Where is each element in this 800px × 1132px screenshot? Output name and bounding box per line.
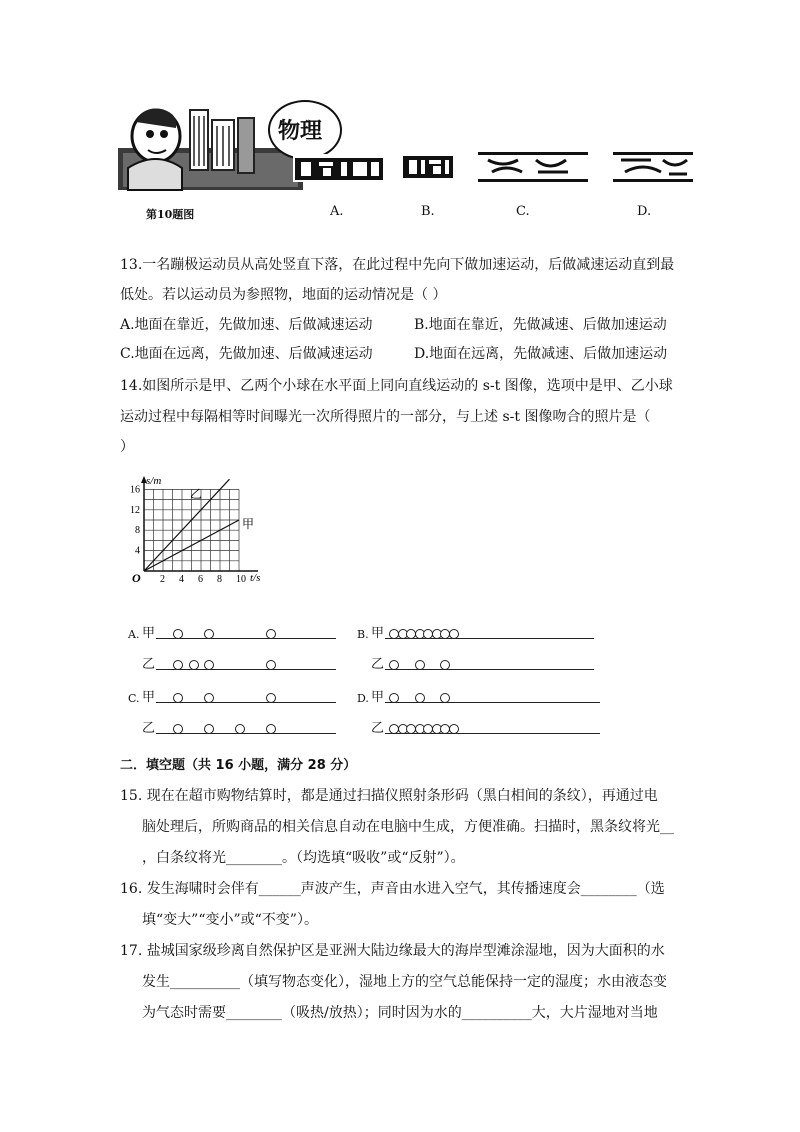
origin-label: O	[132, 571, 141, 585]
photo-option-a-jia-track	[156, 638, 336, 639]
photo-option-a-jia-ball	[204, 629, 214, 639]
series-label-yi: 乙	[190, 487, 203, 501]
q15-line-3: ，白条纹将光________。（均选填“吸收”或“反射”）。	[142, 850, 465, 866]
q17-line-1: 17. 盐城国家级珍离自然保护区是亚洲大陆边缘最大的海岸型滩涂湿地，因为大面积的水	[120, 943, 665, 959]
photo-option-c-yi-ball	[266, 724, 276, 734]
q14-line-2: 运动过程中每隔相等时间曝光一次所得照片的一部分，与上述 s-t 图像吻合的照片是（	[120, 409, 651, 425]
option-c-label: C.	[516, 204, 530, 219]
photo-option-b-yi-ball	[415, 660, 425, 670]
option-b-label: B.	[421, 204, 435, 219]
option-d-upside-text-image	[613, 150, 693, 184]
q14-line-1: 14.如图所示是甲、乙两个小球在水平面上同向直线运动的 s-t 图像，选项中是甲、乙小球	[120, 378, 673, 394]
photo-option-c-jia-ball	[173, 693, 183, 703]
q13-option-c: C.地面在远离，先做加速、后做减速运动	[120, 346, 373, 362]
q13-line-1: 13.一名蹦极运动员从高处竖直下落，在此过程中先向下做加速运动，后做减速运动直到最	[120, 257, 675, 273]
q14-line-3: ）	[120, 439, 134, 455]
photo-option-a-letter: A.	[128, 628, 140, 641]
photo-option-d-letter: D.	[357, 692, 369, 705]
q13-option-a: A.地面在靠近，先做加速、后做减速运动	[120, 317, 373, 333]
x-tick-label: 6	[198, 574, 203, 585]
photo-option-a-jia-ball	[173, 629, 183, 639]
photo-option-c-jia-track	[156, 702, 336, 703]
photo-option-d-jia-ball	[440, 693, 450, 703]
x-tick-label: 10	[236, 574, 246, 585]
photo-option-b-letter: B.	[357, 628, 369, 641]
q16-line-2: 填“变大”“变小”或“不变”）。	[142, 912, 318, 928]
y-tick-label: 12	[130, 504, 140, 516]
photo-option-b-jia-ball	[449, 629, 459, 639]
x-tick-label: 8	[217, 574, 222, 585]
photo-option-d-jia-ball	[389, 693, 399, 703]
q15-line-2: 脑处理后，所购商品的相关信息自动在电脑中生成，方便准确。扫描时，黑条纹将光__	[142, 819, 674, 835]
y-tick-label: 16	[130, 484, 140, 496]
photo-option-a-yi-ball	[189, 660, 199, 670]
option-c-upside-text-image	[478, 150, 588, 184]
photo-option-c-yi-ball	[204, 724, 214, 734]
photo-option-c-jia-ball	[266, 693, 276, 703]
photo-option-d-yi-label: 乙	[371, 721, 385, 736]
x-axis-label: t/s	[250, 572, 261, 584]
q13-option-d: D.地面在远离，先做减速、后做加速运动	[414, 346, 668, 362]
q15-line-1: 15. 现在在超市购物结算时，都是通过扫描仪照射条形码（黑白相间的条纹），再通过电	[120, 788, 658, 804]
option-a-label: A.	[330, 204, 344, 219]
photo-option-c-yi-ball	[173, 724, 183, 734]
photo-option-a-jia-ball	[266, 629, 276, 639]
photo-option-a-yi-label: 乙	[142, 657, 156, 672]
series-line-yi	[144, 479, 230, 571]
q13-line-2: 低处。若以运动员为参照物，地面的运动情况是（ ）	[120, 287, 447, 303]
photo-option-b-yi-label: 乙	[371, 657, 385, 672]
q17-line-2: 发生__________（填写物态变化），湿地上方的空气总能保持一定的湿度；水由液态变	[142, 974, 667, 990]
photo-option-d-jia-label: 甲	[371, 690, 385, 705]
photo-option-a-yi-ball	[204, 660, 214, 670]
photo-option-d-yi-ball	[449, 724, 459, 734]
photo-option-c-letter: C.	[128, 692, 140, 705]
photo-option-a-jia-label: 甲	[142, 626, 156, 641]
series-label-jia: 甲	[242, 517, 255, 531]
st-graph	[118, 470, 278, 588]
photo-option-c-jia-label: 甲	[142, 690, 156, 705]
y-axis-label: s/m	[146, 475, 162, 487]
y-tick-label: 8	[135, 525, 140, 537]
photo-option-a-yi-ball	[173, 660, 183, 670]
photo-option-c-jia-ball	[204, 693, 214, 703]
q17-line-3: 为气态时需要________（吸热/放热）；同时因为水的__________大，大片湿地对当地	[142, 1005, 658, 1021]
photo-option-a-yi-track	[156, 669, 336, 670]
y-tick-label: 4	[135, 545, 140, 557]
section-2-title: 二．填空题（共 16 小题，满分 28 分）	[120, 758, 357, 773]
photo-option-b-yi-ball	[389, 660, 399, 670]
option-a-mirror-text-image	[293, 150, 385, 184]
option-d-label: D.	[637, 204, 652, 219]
photo-option-b-yi-ball	[440, 660, 450, 670]
physics-badge-text: 物理	[278, 119, 323, 144]
photo-option-d-jia-ball	[415, 693, 425, 703]
x-tick-label: 2	[160, 574, 165, 585]
photo-option-c-yi-track	[156, 733, 336, 734]
figure-10	[118, 98, 698, 228]
figure-caption: 第10题图	[146, 208, 195, 221]
photo-option-a-yi-ball	[266, 660, 276, 670]
photo-option-c-yi-ball	[235, 724, 245, 734]
photo-option-b-jia-label: 甲	[371, 626, 385, 641]
x-tick-label: 4	[179, 574, 184, 585]
option-b-mirror-text-image	[403, 152, 453, 182]
q16-line-1: 16. 发生海啸时会伴有______声波产生，声音由水进入空气，其传播速度会________（选	[120, 881, 665, 897]
q13-option-b: B.地面在靠近，先做减速、后做加速运动	[414, 317, 667, 333]
photo-option-c-yi-label: 乙	[142, 721, 156, 736]
